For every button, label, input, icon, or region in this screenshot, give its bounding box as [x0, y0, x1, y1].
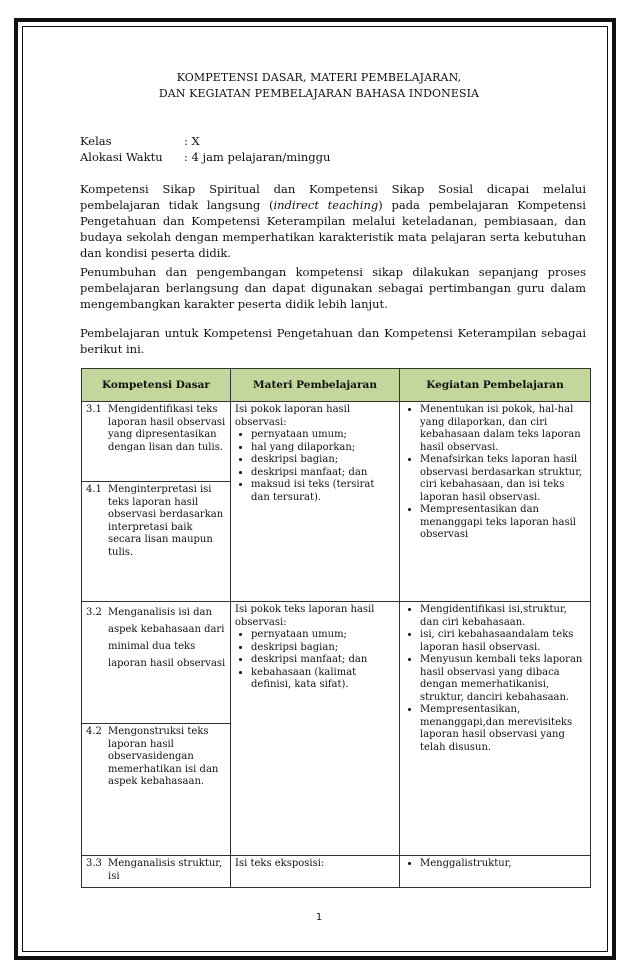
kd-text: Mengidentifikasi teks laporan hasil observasi yang dipresentasikan dengan lisan dan tulis.	[108, 404, 226, 453]
list-item: • deskripsi bagian;	[251, 454, 395, 467]
paragraph-1-text-a: Kompetensi Sikap Spiritual dan Kompetensi Sikap Sosial dicapai melalui pembelajaran tidak langsung (	[80, 182, 586, 212]
materi-cell-3	[231, 856, 400, 888]
class-info	[80, 133, 330, 165]
list-item: • Menentukan isi pokok, hal-hal yang dilaporkan, dan ciri kebahasaan dalam teks laporan hasil observasi.	[420, 404, 586, 454]
page-number: 1	[315, 912, 323, 923]
kd-number: 3.2	[86, 607, 102, 618]
kd-number: 4.2	[86, 726, 102, 737]
kd-text: Mengonstruksi teks laporan hasil observasidengan memerhatikan isi dan aspek kebahasaan.	[108, 726, 219, 787]
list-item: • pernyataan umum;	[251, 629, 395, 642]
list-item: • Menggalistruktur,	[420, 858, 586, 871]
list-item: • Mempresentasikan, menanggapi,dan merevisiteks laporan hasil observasi yang telah disusun.	[420, 704, 586, 754]
list-item: • Menyusun kembali teks laporan hasil observasi yang dibaca dengan memerhatikanisi, struktur, danciri kebahasaan.	[420, 654, 586, 704]
list-item: • maksud isi teks (tersirat dan tersurat).	[251, 479, 395, 504]
kd-text: Menginterpretasi isi teks laporan hasil observasi berdasarkan interpretasi baik secara lisan maupun tulis.	[108, 484, 224, 558]
list-item: • pernyataan umum;	[251, 429, 395, 442]
materi-intro: Isi pokok laporan hasil observasi:	[235, 404, 351, 428]
kelas-label: Kelas	[80, 134, 112, 148]
list-item: • deskripsi bagian;	[251, 642, 395, 655]
alokasi-value: : 4 jam pelajaran/minggu	[184, 150, 331, 164]
header-kegiatan: Kegiatan Pembelajaran	[400, 369, 591, 402]
list-item: • deskripsi manfaat; dan	[251, 467, 395, 480]
list-item: • Mempresentasikan dan menanggapi teks laporan hasil observasi	[420, 504, 586, 542]
paragraph-1	[80, 181, 586, 261]
kd-4-1-cell	[82, 482, 231, 602]
kelas-value: : X	[184, 134, 200, 148]
list-item: • Menafsirkan teks laporan hasil observasi berdasarkan struktur, ciri kebahasaan, dan isi teks laporan hasil observasi.	[420, 454, 586, 504]
list-item: • kebahasaan (kalimat definisi, kata sifat).	[251, 667, 395, 692]
list-item: • isi, ciri kebahasaandalam teks laporan hasil observasi.	[420, 629, 586, 654]
title-line-2: DAN KEGIATAN PEMBELAJARAN BAHASA INDONESIA	[158, 87, 480, 100]
paragraph-2: Penumbuhan dan pengembangan kompetensi sikap dilakukan sepanjang proses pembelajaran berlangsung dan dapat digunakan sebagai pertimbangan guru dalam mengembangkan karakter peserta didik lebih lanjut.	[80, 265, 586, 311]
materi-cell-2	[231, 602, 400, 856]
table-header-row	[82, 369, 591, 402]
materi-intro: Isi pokok teks laporan hasil observasi:	[235, 604, 375, 628]
table-row	[82, 856, 591, 888]
kd-4-2-cell	[82, 724, 231, 856]
kegiatan-cell-2	[400, 602, 591, 856]
table-row	[82, 602, 591, 724]
kd-number: 3.3	[86, 858, 102, 869]
kd-number: 3.1	[86, 404, 102, 415]
kd-number: 4.1	[86, 484, 102, 495]
kd-text: Menganalisis isi dan aspek kebahasaan dari minimal dua teks laporan hasil observasi	[108, 607, 226, 669]
paragraph-3: Pembelajaran untuk Kompetensi Pengetahuan dan Kompetensi Keterampilan sebagai berikut ini.	[80, 326, 586, 356]
materi-cell-1	[231, 402, 400, 602]
kegiatan-cell-3	[400, 856, 591, 888]
table-row	[82, 402, 591, 482]
kd-3-3-cell	[82, 856, 231, 888]
kd-3-1-cell	[82, 402, 231, 482]
paragraph-1-italic: indirect teaching	[273, 198, 379, 212]
kegiatan-cell-1	[400, 402, 591, 602]
list-item: • Mengidentifikasi isi,struktur, dan ciri kebahasaan.	[420, 604, 586, 629]
competency-table	[81, 368, 591, 888]
paragraph-1-text-b: ) pada pembelajaran Kompetensi Pengetahuan dan Kompetensi Keterampilan melalui keteladanan, pembiasaan, dan budaya sekolah dengan memperhatikan karakteristik mata pelajaran serta kebutuhan dan kondisi peserta didik.	[80, 198, 586, 260]
list-item: • deskripsi manfaat; dan	[251, 654, 395, 667]
kd-text: Menganalisis struktur, isi	[108, 858, 223, 882]
kd-3-2-cell	[82, 602, 231, 724]
title-line-1: KOMPETENSI DASAR, MATERI PEMBELAJARAN,	[176, 71, 462, 84]
document-title	[0, 70, 638, 102]
header-kompetensi-dasar: Kompetensi Dasar	[82, 369, 231, 402]
alokasi-label: Alokasi Waktu	[80, 150, 163, 164]
list-item: • hal yang dilaporkan;	[251, 442, 395, 455]
header-materi: Materi Pembelajaran	[231, 369, 400, 402]
materi-intro: Isi teks eksposisi:	[235, 858, 325, 869]
